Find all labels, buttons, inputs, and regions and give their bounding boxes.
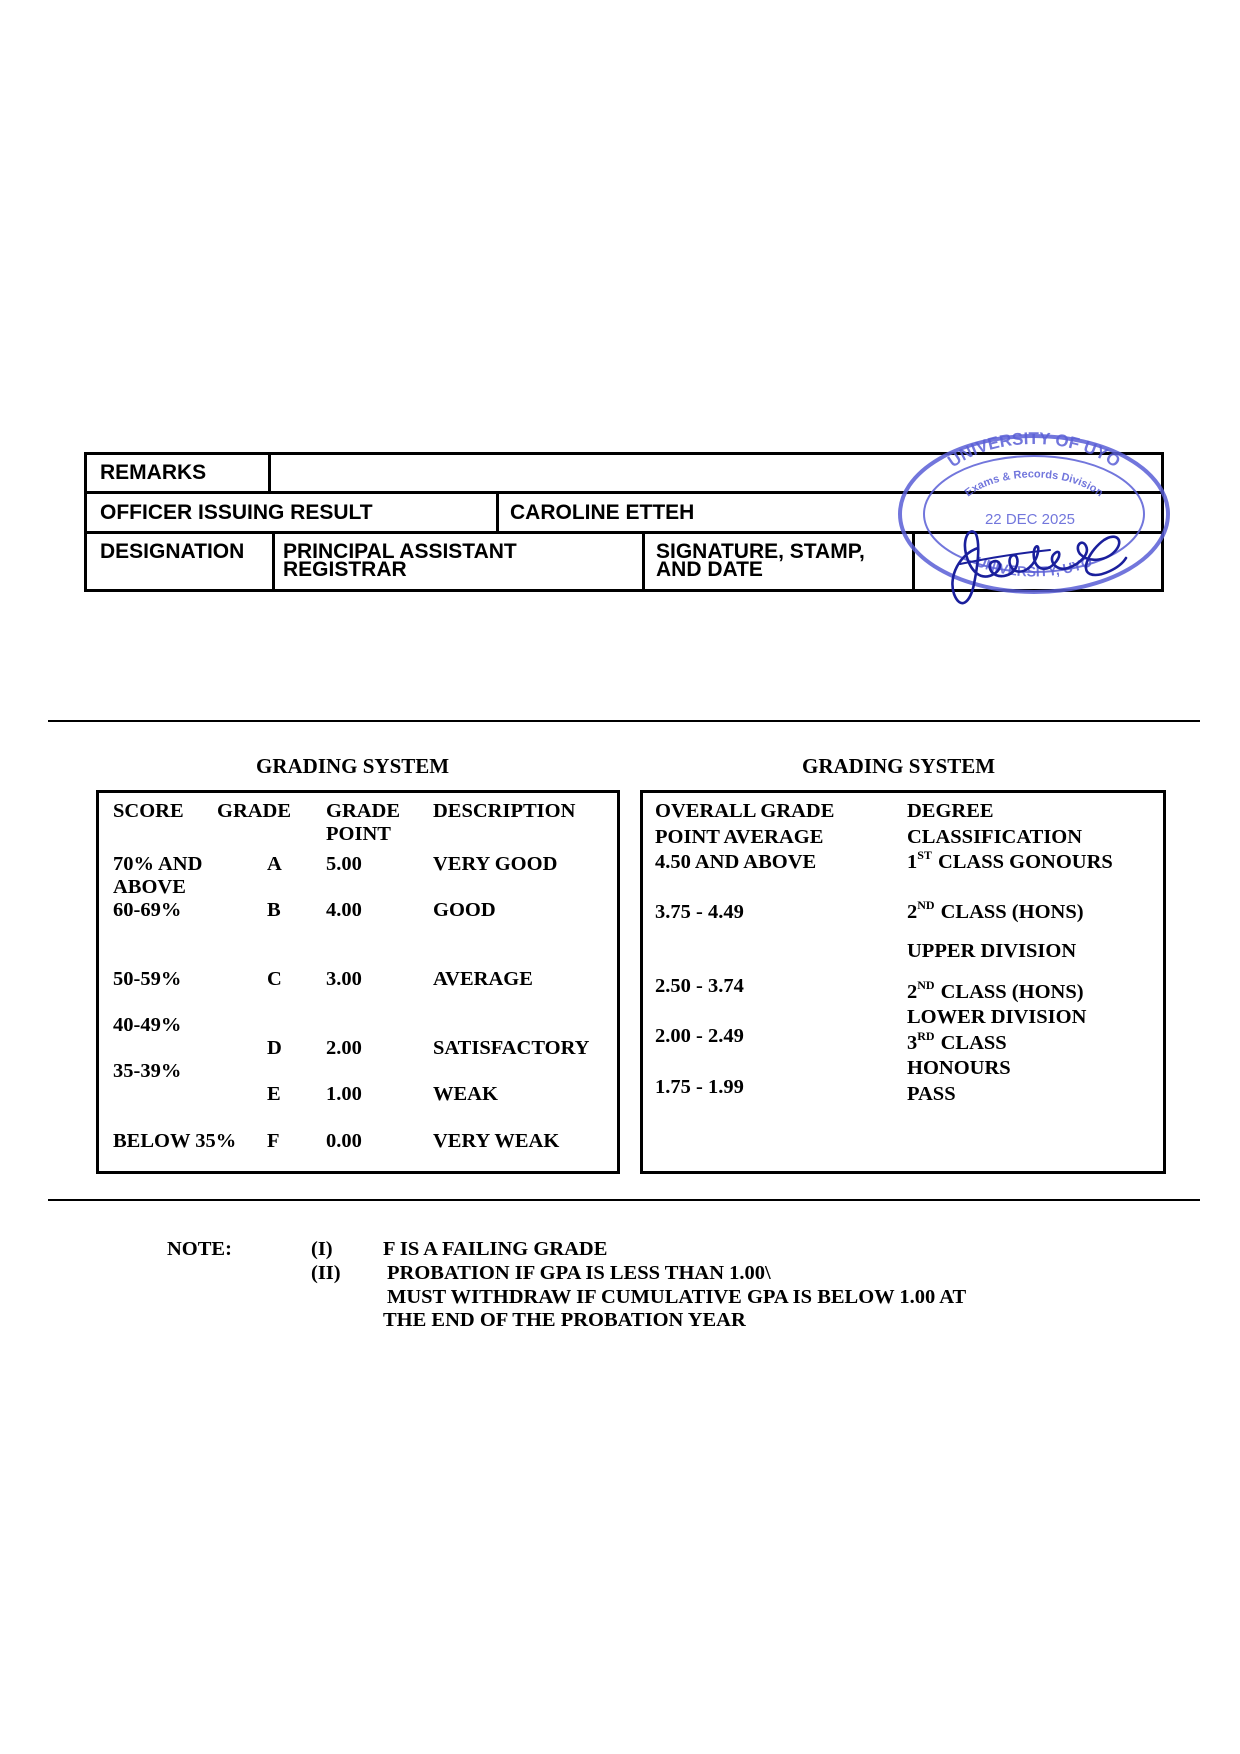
- classification-cell-line2: HONOURS: [907, 1057, 1011, 1079]
- note-label: NOTE:: [167, 1238, 232, 1260]
- score-cell: 70% AND: [113, 853, 203, 875]
- note-text: PROBATION IF GPA IS LESS THAN 1.00\: [387, 1262, 771, 1284]
- score-cell-line2: ABOVE: [113, 876, 186, 898]
- grade-cell: A: [267, 853, 282, 875]
- classification-cell: 2ND CLASS (HONS): [907, 898, 1084, 923]
- stamp-date: 22 DEC 2025: [984, 511, 1076, 528]
- signature-label-line2: AND DATE: [656, 558, 763, 581]
- classification-cell: 1ST CLASS GONOURS: [907, 848, 1113, 873]
- grading-table-classification: [640, 790, 1166, 1174]
- score-cell: BELOW 35%: [113, 1130, 237, 1152]
- classification-cell: PASS: [907, 1083, 956, 1105]
- description-cell: VERY WEAK: [433, 1130, 560, 1152]
- description-cell: WEAK: [433, 1083, 498, 1105]
- classification-cell: 2ND CLASS (HONS): [907, 978, 1084, 1003]
- description-cell: GOOD: [433, 899, 496, 921]
- gpa-range-cell: 3.75 - 4.49: [655, 901, 744, 923]
- grade-point-cell: 1.00: [326, 1083, 362, 1105]
- designation-label: DESIGNATION: [100, 540, 245, 563]
- grade-cell: E: [267, 1083, 281, 1105]
- classification-cell-line2: LOWER DIVISION: [907, 1006, 1087, 1028]
- gpa-range-cell: 2.00 - 2.49: [655, 1025, 744, 1047]
- grade-cell: F: [267, 1130, 280, 1152]
- score-cell: 50-59%: [113, 968, 182, 990]
- description-cell: VERY GOOD: [433, 853, 558, 875]
- grading-heading-right: GRADING SYSTEM: [802, 754, 996, 778]
- gpa-range-cell: 2.50 - 3.74: [655, 975, 744, 997]
- remarks-label: REMARKS: [100, 461, 207, 484]
- designation-value-line2: REGISTRAR: [283, 558, 407, 581]
- grade-point-cell: 0.00: [326, 1130, 362, 1152]
- column-header-grade-point-line1: GRADE: [326, 800, 401, 822]
- column-header-description: DESCRIPTION: [433, 800, 576, 822]
- column-header-grade-point-line2: POINT: [326, 823, 391, 845]
- classification-cell-line2: UPPER DIVISION: [907, 940, 1077, 962]
- officer-table: [84, 452, 1164, 592]
- column-header-gpa-line1: OVERALL GRADE: [655, 800, 835, 822]
- grading-table-scores: [96, 790, 620, 1174]
- column-header-gpa-line2: POINT AVERAGE: [655, 826, 824, 848]
- score-cell: 35-39%: [113, 1060, 182, 1082]
- stamp-bottom-text: UNIVERSITY, UYO: [973, 553, 1095, 580]
- classification-cell: 3RD CLASS: [907, 1029, 1007, 1054]
- column-header-class-line2: CLASSIFICATION: [907, 826, 1083, 848]
- grade-point-cell: 4.00: [326, 899, 362, 921]
- stamp-top-text: UNIVERSITY OF UYO: [944, 432, 1124, 472]
- grade-cell: B: [267, 899, 281, 921]
- designation-value-line1: PRINCIPAL ASSISTANT: [283, 540, 517, 563]
- column-header-score: SCORE: [113, 800, 184, 822]
- column-header-grade: GRADE: [217, 800, 292, 822]
- description-cell: SATISFACTORY: [433, 1037, 590, 1059]
- divider-bottom: [48, 1199, 1200, 1201]
- grade-point-cell: 5.00: [326, 853, 362, 875]
- officer-name: CAROLINE ETTEH: [510, 501, 695, 524]
- column-header-class-line1: DEGREE: [907, 800, 994, 822]
- note-text-line3: THE END OF THE PROBATION YEAR: [383, 1309, 746, 1331]
- grading-heading-left: GRADING SYSTEM: [256, 754, 450, 778]
- officer-label: OFFICER ISSUING RESULT: [100, 501, 373, 524]
- grade-cell: C: [267, 968, 282, 990]
- gpa-range-cell: 4.50 AND ABOVE: [655, 851, 817, 873]
- signature-label-line1: SIGNATURE, STAMP,: [656, 540, 865, 563]
- stamp-division-text: Exams & Records Division: [962, 468, 1106, 500]
- grade-point-cell: 3.00: [326, 968, 362, 990]
- description-cell: AVERAGE: [433, 968, 533, 990]
- note-marker: (I): [311, 1238, 333, 1260]
- score-cell: 60-69%: [113, 899, 182, 921]
- note-text-line2: MUST WITHDRAW IF CUMULATIVE GPA IS BELOW 1.00 AT: [387, 1286, 967, 1308]
- divider-top: [48, 720, 1200, 722]
- gpa-range-cell: 1.75 - 1.99: [655, 1076, 744, 1098]
- score-cell: 40-49%: [113, 1014, 182, 1036]
- grade-cell: D: [267, 1037, 282, 1059]
- grade-point-cell: 2.00: [326, 1037, 362, 1059]
- note-text: F IS A FAILING GRADE: [383, 1238, 608, 1260]
- note-marker: (II): [311, 1262, 341, 1284]
